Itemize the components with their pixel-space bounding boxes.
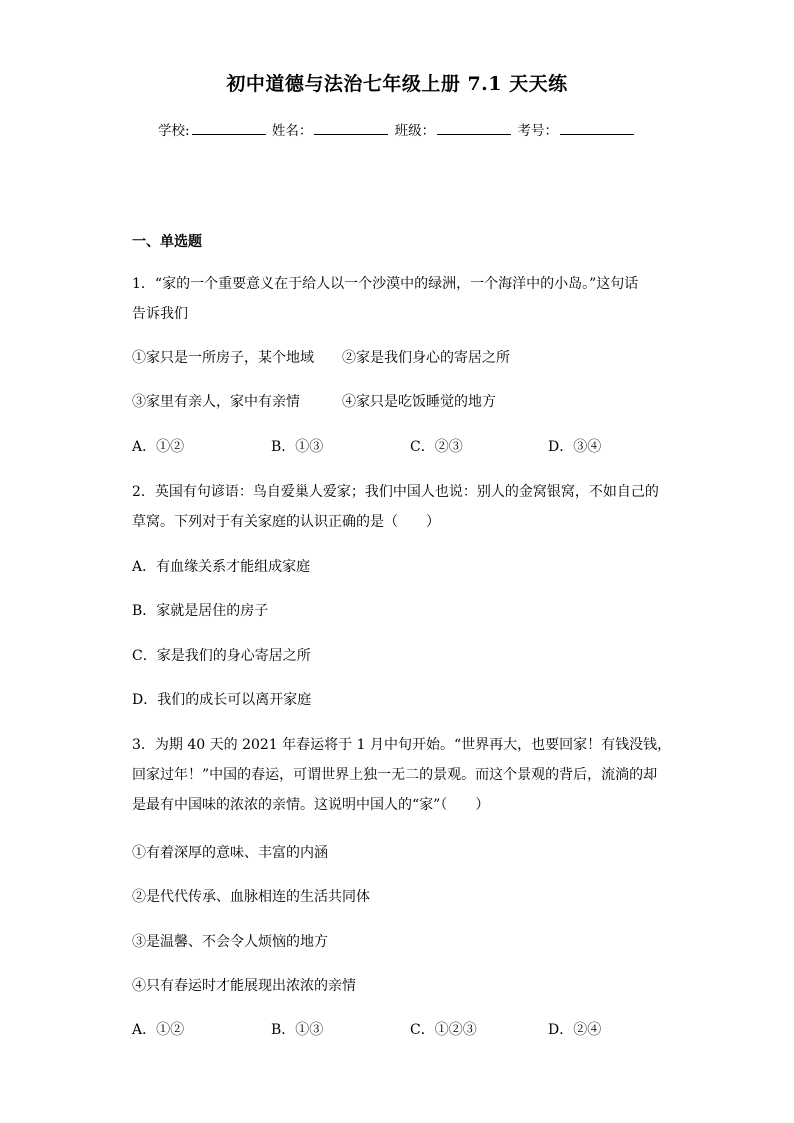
question-1-statement-row-1: ①家只是一所房子，某个地域 ②家是我们身心的寄居之所 [132, 350, 510, 366]
section-heading: 一、单选题 [132, 234, 202, 250]
name-field[interactable] [314, 120, 388, 135]
question-3-option-d[interactable]: D．②④ [548, 1022, 602, 1038]
question-1-line-1: 1．“家的一个重要意义在于给人以一个沙漠中的绿洲，一个海洋中的小岛。”这句话 [132, 276, 639, 292]
school-label: 学校: [158, 123, 190, 139]
question-2-line-1: 2．英国有句谚语：鸟自爱巢人爱家；我们中国人也说：别人的金窝银窝，不如自己的 [132, 484, 659, 500]
question-3-statement-4: ④只有春运时才能展现出浓浓的亲情 [132, 978, 356, 994]
question-1-line-2: 告诉我们 [132, 306, 188, 322]
question-3-statement-3: ③是温馨、不会令人烦恼的地方 [132, 934, 328, 950]
question-3-statement-2: ②是代代传承、血脉相连的生活共同体 [132, 889, 370, 905]
question-1-option-d[interactable]: D．③④ [548, 439, 602, 455]
question-1-option-b[interactable]: B．①③ [271, 439, 324, 455]
question-2-option-d[interactable]: D．我们的成长可以离开家庭 [132, 692, 312, 708]
question-3-option-b[interactable]: B．①③ [271, 1022, 324, 1038]
question-3-line-1: 3．为期 40 天的 2021 年春运将于 1 月中旬开始。“世界再大，也要回家！有钱没钱， [132, 737, 672, 753]
exam-number-field[interactable] [560, 120, 634, 135]
question-3-line-2: 回家过年！”中国的春运，可谓世界上独一无二的景观。而这个景观的背后，流淌的却 [132, 767, 658, 783]
student-info-row [0, 119, 794, 139]
page-title: 初中道德与法治七年级上册 7.1 天天练 [226, 73, 568, 95]
question-2-option-a[interactable]: A．有血缘关系才能组成家庭 [132, 559, 311, 575]
question-2-option-b[interactable]: B．家就是居住的房子 [132, 603, 269, 619]
question-3-line-3: 是最有中国味的浓浓的亲情。这说明中国人的“家”（ ） [132, 797, 490, 813]
question-3-option-c[interactable]: C．①②③ [410, 1022, 477, 1038]
question-1-option-a[interactable]: A．①② [132, 439, 185, 455]
exam-number-label: 考号： [517, 123, 558, 139]
name-label: 姓名： [271, 123, 313, 139]
question-3-option-a[interactable]: A．①② [132, 1022, 185, 1038]
question-3-statement-1: ①有着深厚的意味、丰富的内涵 [132, 845, 328, 861]
question-1-statement-row-2: ③家里有亲人，家中有亲情 ④家只是吃饭睡觉的地方 [132, 394, 496, 410]
question-2-line-2: 草窝。下列对于有关家庭的认识正确的是（ ） [132, 514, 440, 530]
question-2-option-c[interactable]: C．家是我们的身心寄居之所 [132, 648, 311, 664]
school-field[interactable] [192, 120, 266, 135]
class-field[interactable] [437, 120, 511, 135]
question-1-option-c[interactable]: C．②③ [410, 439, 463, 455]
class-label: 班级： [394, 123, 436, 139]
